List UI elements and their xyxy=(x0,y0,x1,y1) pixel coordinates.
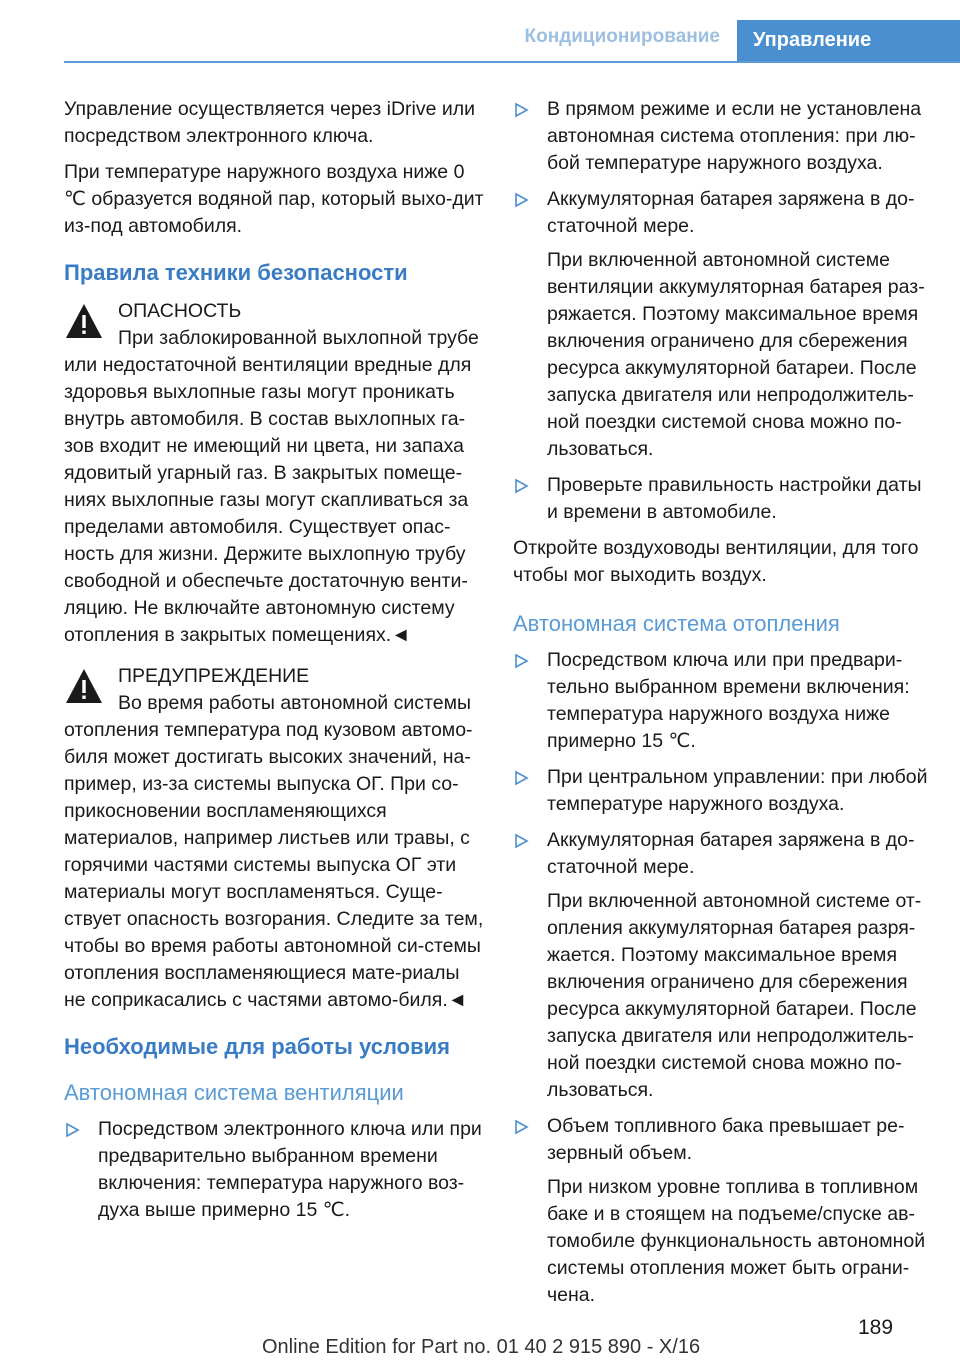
triangle-right-outline-icon xyxy=(513,1113,531,1140)
heading-ventilation: Автономная система вентиляции xyxy=(64,1080,404,1105)
list-item xyxy=(513,186,933,463)
paragraph-open-vents: Откройте воздуховоды вентиляции, для того чтобы мог выходить воздух. xyxy=(513,537,919,586)
heading-conditions: Необходимые для работы условия xyxy=(64,1034,450,1059)
list-item-text: Проверьте правильность настройки даты и времени в автомобиле. xyxy=(547,474,922,523)
warning-caution xyxy=(64,663,484,1014)
list-item xyxy=(513,827,933,1104)
triangle-right-outline-icon xyxy=(513,647,531,674)
triangle-right-outline-icon xyxy=(513,827,531,854)
list-item-text: Объем топливного бака превышает ре‐зервный объем. xyxy=(547,1115,905,1164)
triangle-right-outline-icon xyxy=(513,764,531,791)
list-item xyxy=(513,472,933,526)
list-item xyxy=(513,764,933,818)
triangle-right-outline-icon xyxy=(513,96,531,123)
warning-danger-title: ОПАСНОСТЬ xyxy=(118,300,242,322)
page-header xyxy=(0,0,960,64)
list-item xyxy=(513,1113,933,1309)
list-item-text: Аккумуляторная батарея заряжена в до‐статочной мере. xyxy=(547,188,915,237)
warning-triangle-icon xyxy=(64,302,104,340)
list-item-text: В прямом режиме и если не установлена автономная система отопления: при лю‐бой температуре наружного воздуха. xyxy=(547,98,922,174)
list-item xyxy=(513,96,933,177)
triangle-right-outline-icon xyxy=(513,472,531,499)
heading-heating: Автономная система отопления xyxy=(513,611,840,636)
header-section-title: Кондиционирование xyxy=(524,26,720,47)
list-item-text: Посредством электронного ключа или при предварительно выбранном времени включения: температура наружного воз‐духа выше примерно 15 ℃. xyxy=(98,1118,482,1221)
page-number: 189 xyxy=(858,1316,894,1339)
list-item-text: Аккумуляторная батарея заряжена в до‐статочной мере. xyxy=(547,829,915,878)
triangle-right-outline-icon xyxy=(64,1116,82,1143)
edition-footer: Online Edition for Part no. 01 40 2 915 890 - X/16 xyxy=(262,1336,701,1358)
warning-triangle-icon xyxy=(64,667,104,705)
paragraph-control: Управление осуществляется через iDrive или посредством электронного ключа. xyxy=(64,98,476,147)
triangle-right-outline-icon xyxy=(513,186,531,213)
warning-danger-text: При заблокированной выхлопной трубе или недостаточной вентиляции вредные для здоровья выхлопные газы могут проникать внутрь автомобиля. В состав выхлопных га‐зов входит не имеющий ни цвета, ни запаха ядовитый угарный газ. В закрытых помеще‐ниях выхлопные газы могут скапливаться за пределами автомобиля. Существует опас‐ность для жизни. Держите выхлопную трубу свободной и обеспечьте достаточную венти‐ляцию. Не включайте автономную систему отопления в закрытых помещениях.◄ xyxy=(64,327,479,646)
list-item-text: Посредством ключа или при предвари‐тельно выбранном времени включения: температура наружного воздуха ниже примерно 15 ℃. xyxy=(547,649,910,752)
list-item xyxy=(513,647,933,755)
left-column xyxy=(64,96,484,1233)
list-item-text: При центральном управлении: при любой температуре наружного воздуха. xyxy=(547,766,928,815)
header-chapter-tab: Управление xyxy=(737,20,960,62)
header-rule xyxy=(64,61,960,63)
list-item-note: При включенной автономной системе вентиляции аккумуляторная батарея раз‐ряжается. Поэтому максимальное время включения ограничено для сбережения ресурса аккумуляторной батареи. После запуска двигателя или непродолжитель‐ной поездки системой снова можно по‐льзоваться. xyxy=(547,249,925,460)
warning-danger xyxy=(64,298,484,649)
list-item xyxy=(64,1116,484,1224)
heading-safety: Правила техники безопасности xyxy=(64,260,408,285)
warning-caution-text: Во время работы автономной системы отопления температура под кузовом автомо‐биля может достигать высоких значений, на‐пример, из-за системы выпуска ОГ. При со‐прикосновении воспламеняющихся материалов, например листьев или травы, с горячими частями системы выпуска ОГ эти материалы могут воспламеняться. Суще‐ствует опасность возгорания. Следите за тем, чтобы во время работы автономной си‐стемы отопления воспламеняющиеся мате‐риалы не соприкасались с частями автомо‐биля.◄ xyxy=(64,692,484,1011)
paragraph-steam: При температуре наружного воздуха ниже 0 ℃ образуется водяной пар, который выхо‐дит из-под автомобиля. xyxy=(64,161,484,237)
right-column xyxy=(513,96,933,1318)
list-item-note: При низком уровне топлива в топливном баке и в стоящем на подъеме/спуске ав‐томобиле функциональность автономной системы отопления может быть ограни‐чена. xyxy=(547,1176,926,1306)
list-item-note: При включенной автономной системе от‐опления аккумуляторная батарея разря‐жается. Поэтому максимальное время включения ограничено для сбережения ресурса аккумуляторной батареи. После запуска двигателя или непродолжитель‐ной поездки системой снова можно по‐льзоваться. xyxy=(547,890,922,1101)
warning-caution-title: ПРЕДУПРЕЖДЕНИЕ xyxy=(118,665,310,687)
